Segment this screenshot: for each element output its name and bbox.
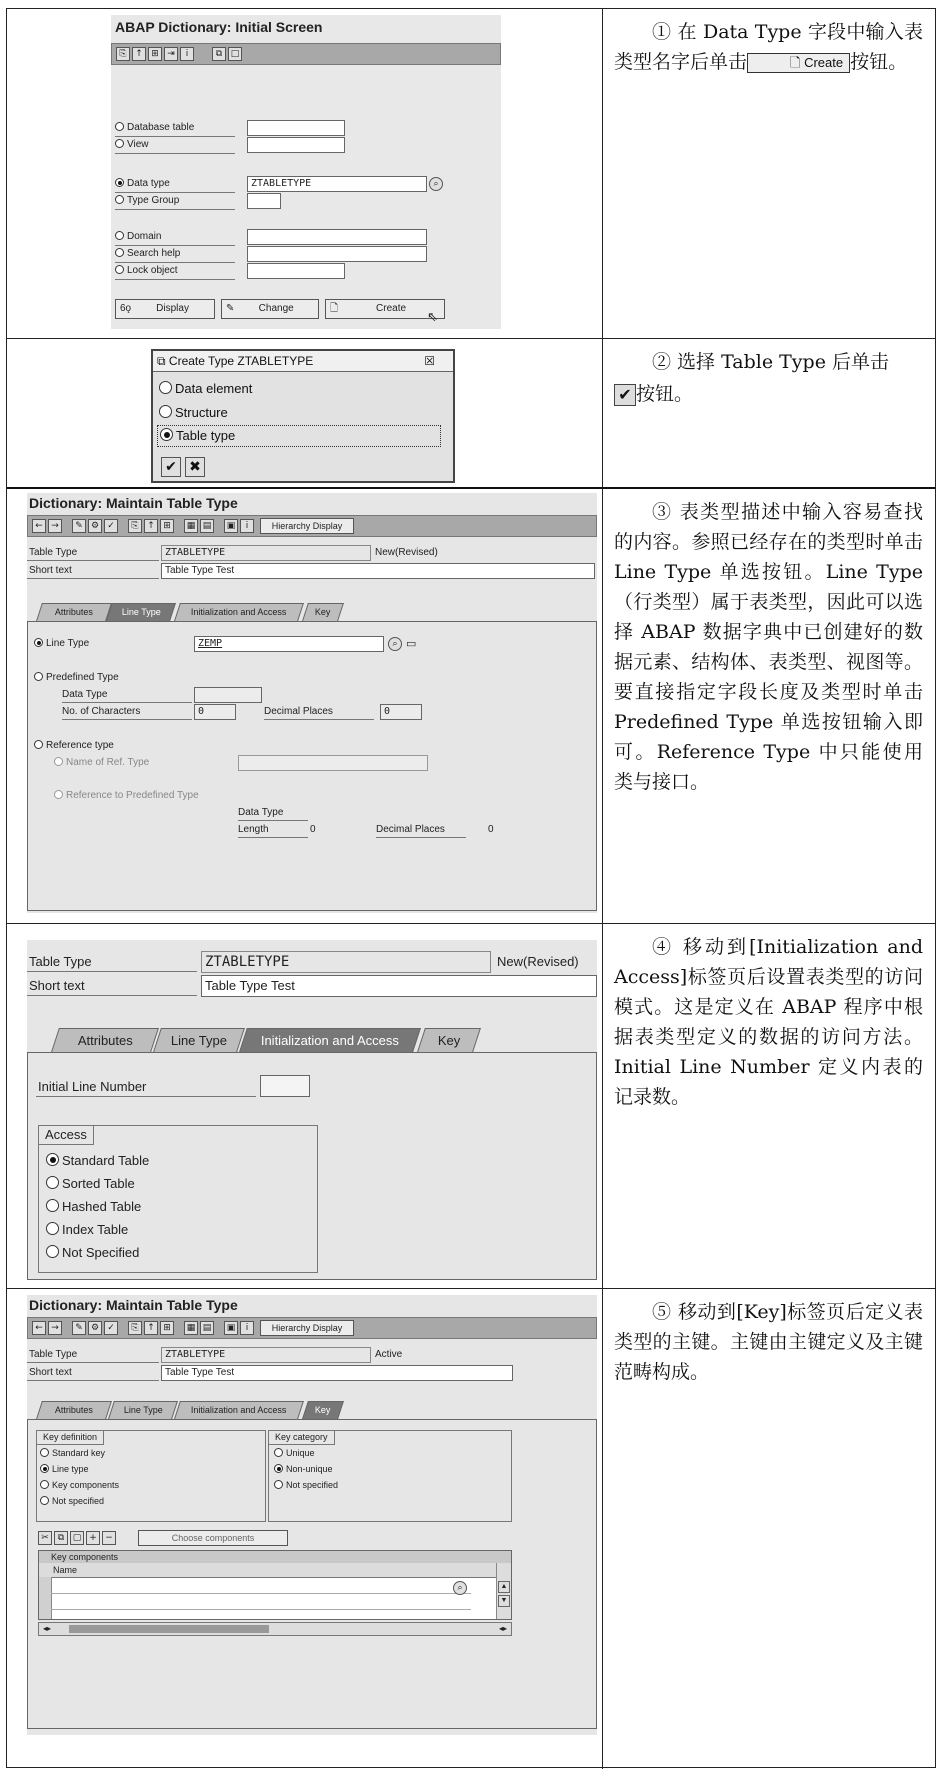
line-type-input[interactable]: ZEMP [194, 636, 384, 652]
step-2-description: ② 选择 Table Type 后单击 ✔ 按钮。 [604, 339, 935, 487]
mouse-cursor-icon: ⇖ [427, 309, 438, 324]
step-5-description: ⑤ 移动到[Key]标签页后定义表类型的主键。主键由主键定义及主键范畴构成。 [614, 1301, 923, 1383]
init-access-panel [27, 1052, 597, 1280]
tab-attributes[interactable]: Attributes [36, 603, 112, 621]
name-column-header: Name [39, 1563, 511, 1578]
back-icon[interactable]: ← [32, 519, 46, 533]
insert-row-icon[interactable]: + [86, 1531, 100, 1545]
search-help-input[interactable] [247, 246, 427, 262]
copy-icon[interactable]: ⧉ [212, 47, 226, 61]
initial-line-number-input[interactable] [260, 1075, 310, 1097]
delete-icon[interactable]: □ [228, 47, 242, 61]
horizontal-scrollbar[interactable] [38, 1622, 512, 1636]
initialization-access-screen [27, 940, 597, 1280]
tab-line-type[interactable]: Line Type [108, 1401, 178, 1419]
radio-search-help[interactable]: Search help [115, 248, 180, 259]
popup-icon: ⧉ [157, 354, 166, 368]
step-3-description: ③ 表类型描述中输入容易查找的内容。参照已经存在的类型时单击 Line Type 单选按钮。Line Type（行类型）属于表类型，因此可以选择 ABAP 数据字典中已创建好的数据元素、结构体、表类型、视图等。要直接指定字段长度及类型时单击 Predefined Type 单选按钮输入即可。Reference Type 中只能使用类与接口。 [614, 501, 923, 793]
data-type-input[interactable]: ZTABLETYPE [247, 176, 427, 192]
row-5 [7, 1289, 935, 1769]
row-3 [7, 489, 935, 924]
choose-components-button[interactable]: Choose components [138, 1530, 288, 1546]
radio-predefined-type[interactable]: Predefined Type [34, 672, 119, 683]
confirm-check-icon[interactable]: ✔ [161, 457, 181, 477]
table-type-field: ZTABLETYPE [161, 1347, 371, 1363]
change-button[interactable]: ✎ Change [221, 299, 319, 319]
status-text: New(Revised) [497, 954, 579, 969]
scroll-thumb[interactable] [69, 1625, 269, 1633]
hierarchy-display-button[interactable]: Hierarchy Display [260, 518, 354, 534]
radio-line-type[interactable]: Line type [40, 1464, 89, 1474]
search-help-icon[interactable]: ⌕ [453, 1581, 467, 1595]
new-document-icon: 🗋 [790, 55, 801, 70]
domain-input[interactable] [247, 229, 427, 245]
short-text-input[interactable]: Table Type Test [201, 975, 597, 997]
radio-structure[interactable]: Structure [159, 405, 228, 420]
local-icon[interactable]: ▣ [224, 519, 238, 533]
toolbar [111, 43, 501, 65]
type-group-input[interactable] [247, 193, 281, 209]
access-group-title: Access [38, 1125, 94, 1145]
activate-icon[interactable]: ⚙ [88, 1321, 102, 1335]
decimal-places-2-value: 0 [488, 824, 494, 835]
radio-not-specified[interactable]: Not Specified [46, 1245, 139, 1260]
database-table-input[interactable] [247, 120, 345, 136]
status-text: Active [375, 1349, 403, 1360]
document-table [6, 8, 936, 1768]
lock-object-input[interactable] [247, 263, 345, 279]
length-label: Length [238, 824, 269, 835]
tab-attributes[interactable]: Attributes [51, 1028, 159, 1052]
radio-table-type[interactable]: Table type [157, 425, 441, 447]
no-of-characters-input[interactable]: 0 [194, 704, 236, 720]
radio-non-unique[interactable]: Non-unique [274, 1464, 333, 1474]
short-text-label: Short text [29, 1367, 72, 1378]
check-object-icon[interactable]: ✓ [104, 1321, 118, 1335]
key-components-title: Key components [39, 1551, 511, 1563]
pencil-icon: ✎ [226, 303, 235, 314]
initial-line-number-label: Initial Line Number [38, 1079, 147, 1094]
table-type-label: Table Type [29, 1349, 78, 1360]
radio-database-table[interactable]: Database table [115, 122, 194, 133]
decimal-places-2-label: Decimal Places [376, 824, 445, 835]
tab-line-type[interactable]: Line Type [106, 603, 176, 621]
display-icon[interactable]: ⎘ [116, 47, 130, 61]
where-used-icon[interactable]: ↑ [144, 1321, 158, 1335]
where-used-icon[interactable]: ↑ [132, 47, 146, 61]
where-used-icon[interactable]: ↑ [144, 519, 158, 533]
list-icon[interactable]: ▤ [200, 1321, 214, 1335]
radio-domain[interactable]: Domain [115, 231, 161, 242]
data-type-2-label: Data Type [238, 807, 284, 818]
scroll-right-icon[interactable]: ◂▸ [498, 1624, 507, 1633]
row-2 [7, 339, 935, 489]
decimal-places-input[interactable]: 0 [380, 704, 422, 720]
radio-type-group[interactable]: Type Group [115, 195, 179, 206]
hierarchy-icon[interactable]: ⊞ [160, 1321, 174, 1335]
glasses-icon: 6ǫ [120, 303, 132, 314]
screen-title: ABAP Dictionary: Initial Screen [115, 19, 323, 35]
screen-title: Dictionary: Maintain Table Type [29, 1297, 238, 1313]
radio-view[interactable]: View [115, 139, 149, 150]
radio-key-not-specified[interactable]: Not specified [40, 1496, 104, 1506]
radio-name-of-ref-type[interactable]: Name of Ref. Type [54, 757, 149, 768]
tab-line-type[interactable]: Line Type [153, 1028, 245, 1052]
toolbar [27, 515, 597, 537]
table-type-field: ZTABLETYPE [201, 951, 491, 973]
scroll-down-icon[interactable]: ▼ [498, 1595, 510, 1607]
new-document-icon: 🗋 [330, 303, 339, 314]
tab-key[interactable]: Key [417, 1028, 481, 1052]
tab-key[interactable]: Key [302, 603, 344, 621]
key-panel [27, 1419, 597, 1729]
radio-sorted-table[interactable]: Sorted Table [46, 1176, 135, 1191]
maintain-table-type-screen [27, 493, 597, 913]
abap-initial-screen [111, 15, 501, 329]
hierarchy-display-button[interactable]: Hierarchy Display [260, 1320, 354, 1336]
short-text-label: Short text [29, 978, 85, 993]
short-text-label: Short text [29, 565, 72, 576]
info-icon[interactable]: i [240, 1321, 254, 1335]
radio-unique[interactable]: Unique [274, 1448, 315, 1458]
data-type-input[interactable] [194, 687, 262, 703]
cut-icon[interactable]: ✂ [38, 1531, 52, 1545]
check-icon: ✔ [614, 384, 636, 406]
key-definition-title: Key definition [36, 1430, 104, 1445]
status-text: New(Revised) [375, 547, 438, 558]
radio-lock-object[interactable]: Lock object [115, 265, 178, 276]
scroll-left-icon[interactable]: ◂▸ [43, 1624, 52, 1633]
key-category-title: Key category [268, 1430, 335, 1445]
forward-icon[interactable]: → [48, 519, 62, 533]
toolbar [27, 1317, 597, 1339]
table-row[interactable] [51, 1577, 471, 1594]
info-icon[interactable]: i [180, 47, 194, 61]
radio-reference-to-predefined[interactable]: Reference to Predefined Type [54, 790, 199, 801]
scroll-up-icon[interactable]: ▲ [498, 1581, 510, 1593]
row-4 [7, 924, 935, 1289]
tab-key[interactable]: Key [302, 1401, 344, 1419]
table-row[interactable] [51, 1593, 471, 1610]
transport-icon[interactable]: ⇥ [164, 47, 178, 61]
table-type-label: Table Type [29, 954, 92, 969]
radio-data-type[interactable]: Data type [115, 178, 170, 189]
radio-category-not-specified[interactable]: Not specified [274, 1480, 338, 1490]
search-help-icon[interactable]: ⌕ [388, 637, 402, 651]
display-button[interactable]: 6ǫ Display [115, 299, 215, 319]
paste-icon[interactable]: ▢ [70, 1531, 84, 1545]
other-object-icon[interactable]: ▦ [184, 1321, 198, 1335]
forward-icon[interactable]: → [48, 1321, 62, 1335]
radio-key-components[interactable]: Key components [40, 1480, 119, 1490]
tab-attributes[interactable]: Attributes [36, 1401, 112, 1419]
data-type-label: Data Type [62, 689, 108, 700]
radio-standard-key[interactable]: Standard key [40, 1448, 105, 1458]
step-4-description: ④ 移动到[Initialization and Access]标签页后设置表类型的访问模式。这是定义在 ABAP 程序中根据表类型定义的数据的访问方法。Initial Line Number 定义内表的记录数。 [614, 936, 923, 1108]
radio-line-type[interactable]: Line Type [34, 638, 89, 649]
table-type-field: ZTABLETYPE [161, 545, 371, 561]
edit-icon[interactable]: ✎ [72, 1321, 86, 1335]
name-of-ref-type-input[interactable] [238, 755, 428, 771]
radio-reference-type[interactable]: Reference type [34, 740, 114, 751]
vertical-scrollbar[interactable] [496, 1563, 511, 1619]
table-type-label: Table Type [29, 547, 78, 558]
create-button[interactable]: 🗋 Create [325, 299, 445, 319]
inline-create-button: 🗋 Create [747, 53, 850, 73]
list-icon[interactable]: ▤ [200, 519, 214, 533]
cancel-x-icon[interactable]: ✖ [185, 457, 205, 477]
screen-title: Dictionary: Maintain Table Type [29, 495, 238, 511]
radio-index-table[interactable]: Index Table [46, 1222, 128, 1237]
radio-standard-table[interactable]: Standard Table [46, 1153, 149, 1168]
short-text-input[interactable]: Table Type Test [161, 1365, 513, 1381]
radio-hashed-table[interactable]: Hashed Table [46, 1199, 141, 1214]
tab-initialization-access[interactable]: Initialization and Access [174, 603, 304, 621]
delete-row-icon[interactable]: − [102, 1531, 116, 1545]
copy-icon[interactable]: ⧉ [54, 1531, 68, 1545]
activate-icon[interactable]: ⚙ [88, 519, 102, 533]
close-icon[interactable]: ☒ [424, 354, 435, 368]
no-of-characters-label: No. of Characters [62, 706, 141, 717]
more-icon[interactable]: ▭ [406, 638, 417, 650]
step-1-description: ① 在 Data Type 字段中输入表类型名字后单击 🗋 Create 按钮。 [614, 21, 923, 73]
display-icon[interactable]: ⎘ [128, 1321, 142, 1335]
hierarchy-icon[interactable]: ⊞ [148, 47, 162, 61]
local-icon[interactable]: ▣ [224, 1321, 238, 1335]
short-text-input[interactable]: Table Type Test [161, 563, 595, 579]
line-type-panel [27, 621, 597, 911]
row-1 [7, 9, 935, 339]
other-object-icon[interactable]: ▦ [184, 519, 198, 533]
search-help-icon[interactable]: ⌕ [429, 177, 443, 191]
tab-initialization-access[interactable]: Initialization and Access [239, 1028, 421, 1052]
display-icon[interactable]: ⎘ [128, 519, 142, 533]
create-type-popup [151, 349, 455, 483]
length-value: 0 [310, 824, 316, 835]
radio-data-element[interactable]: Data element [159, 381, 252, 396]
check-object-icon[interactable]: ✓ [104, 519, 118, 533]
popup-title: Create Type ZTABLETYPE [168, 354, 314, 368]
view-input[interactable] [247, 137, 345, 153]
decimal-places-label: Decimal Places [264, 706, 333, 717]
info-icon[interactable]: i [240, 519, 254, 533]
key-components-table [38, 1550, 512, 1620]
edit-icon[interactable]: ✎ [72, 519, 86, 533]
key-screen [27, 1295, 597, 1735]
hierarchy-icon[interactable]: ⊞ [160, 519, 174, 533]
tab-initialization-access[interactable]: Initialization and Access [174, 1401, 304, 1419]
back-icon[interactable]: ← [32, 1321, 46, 1335]
